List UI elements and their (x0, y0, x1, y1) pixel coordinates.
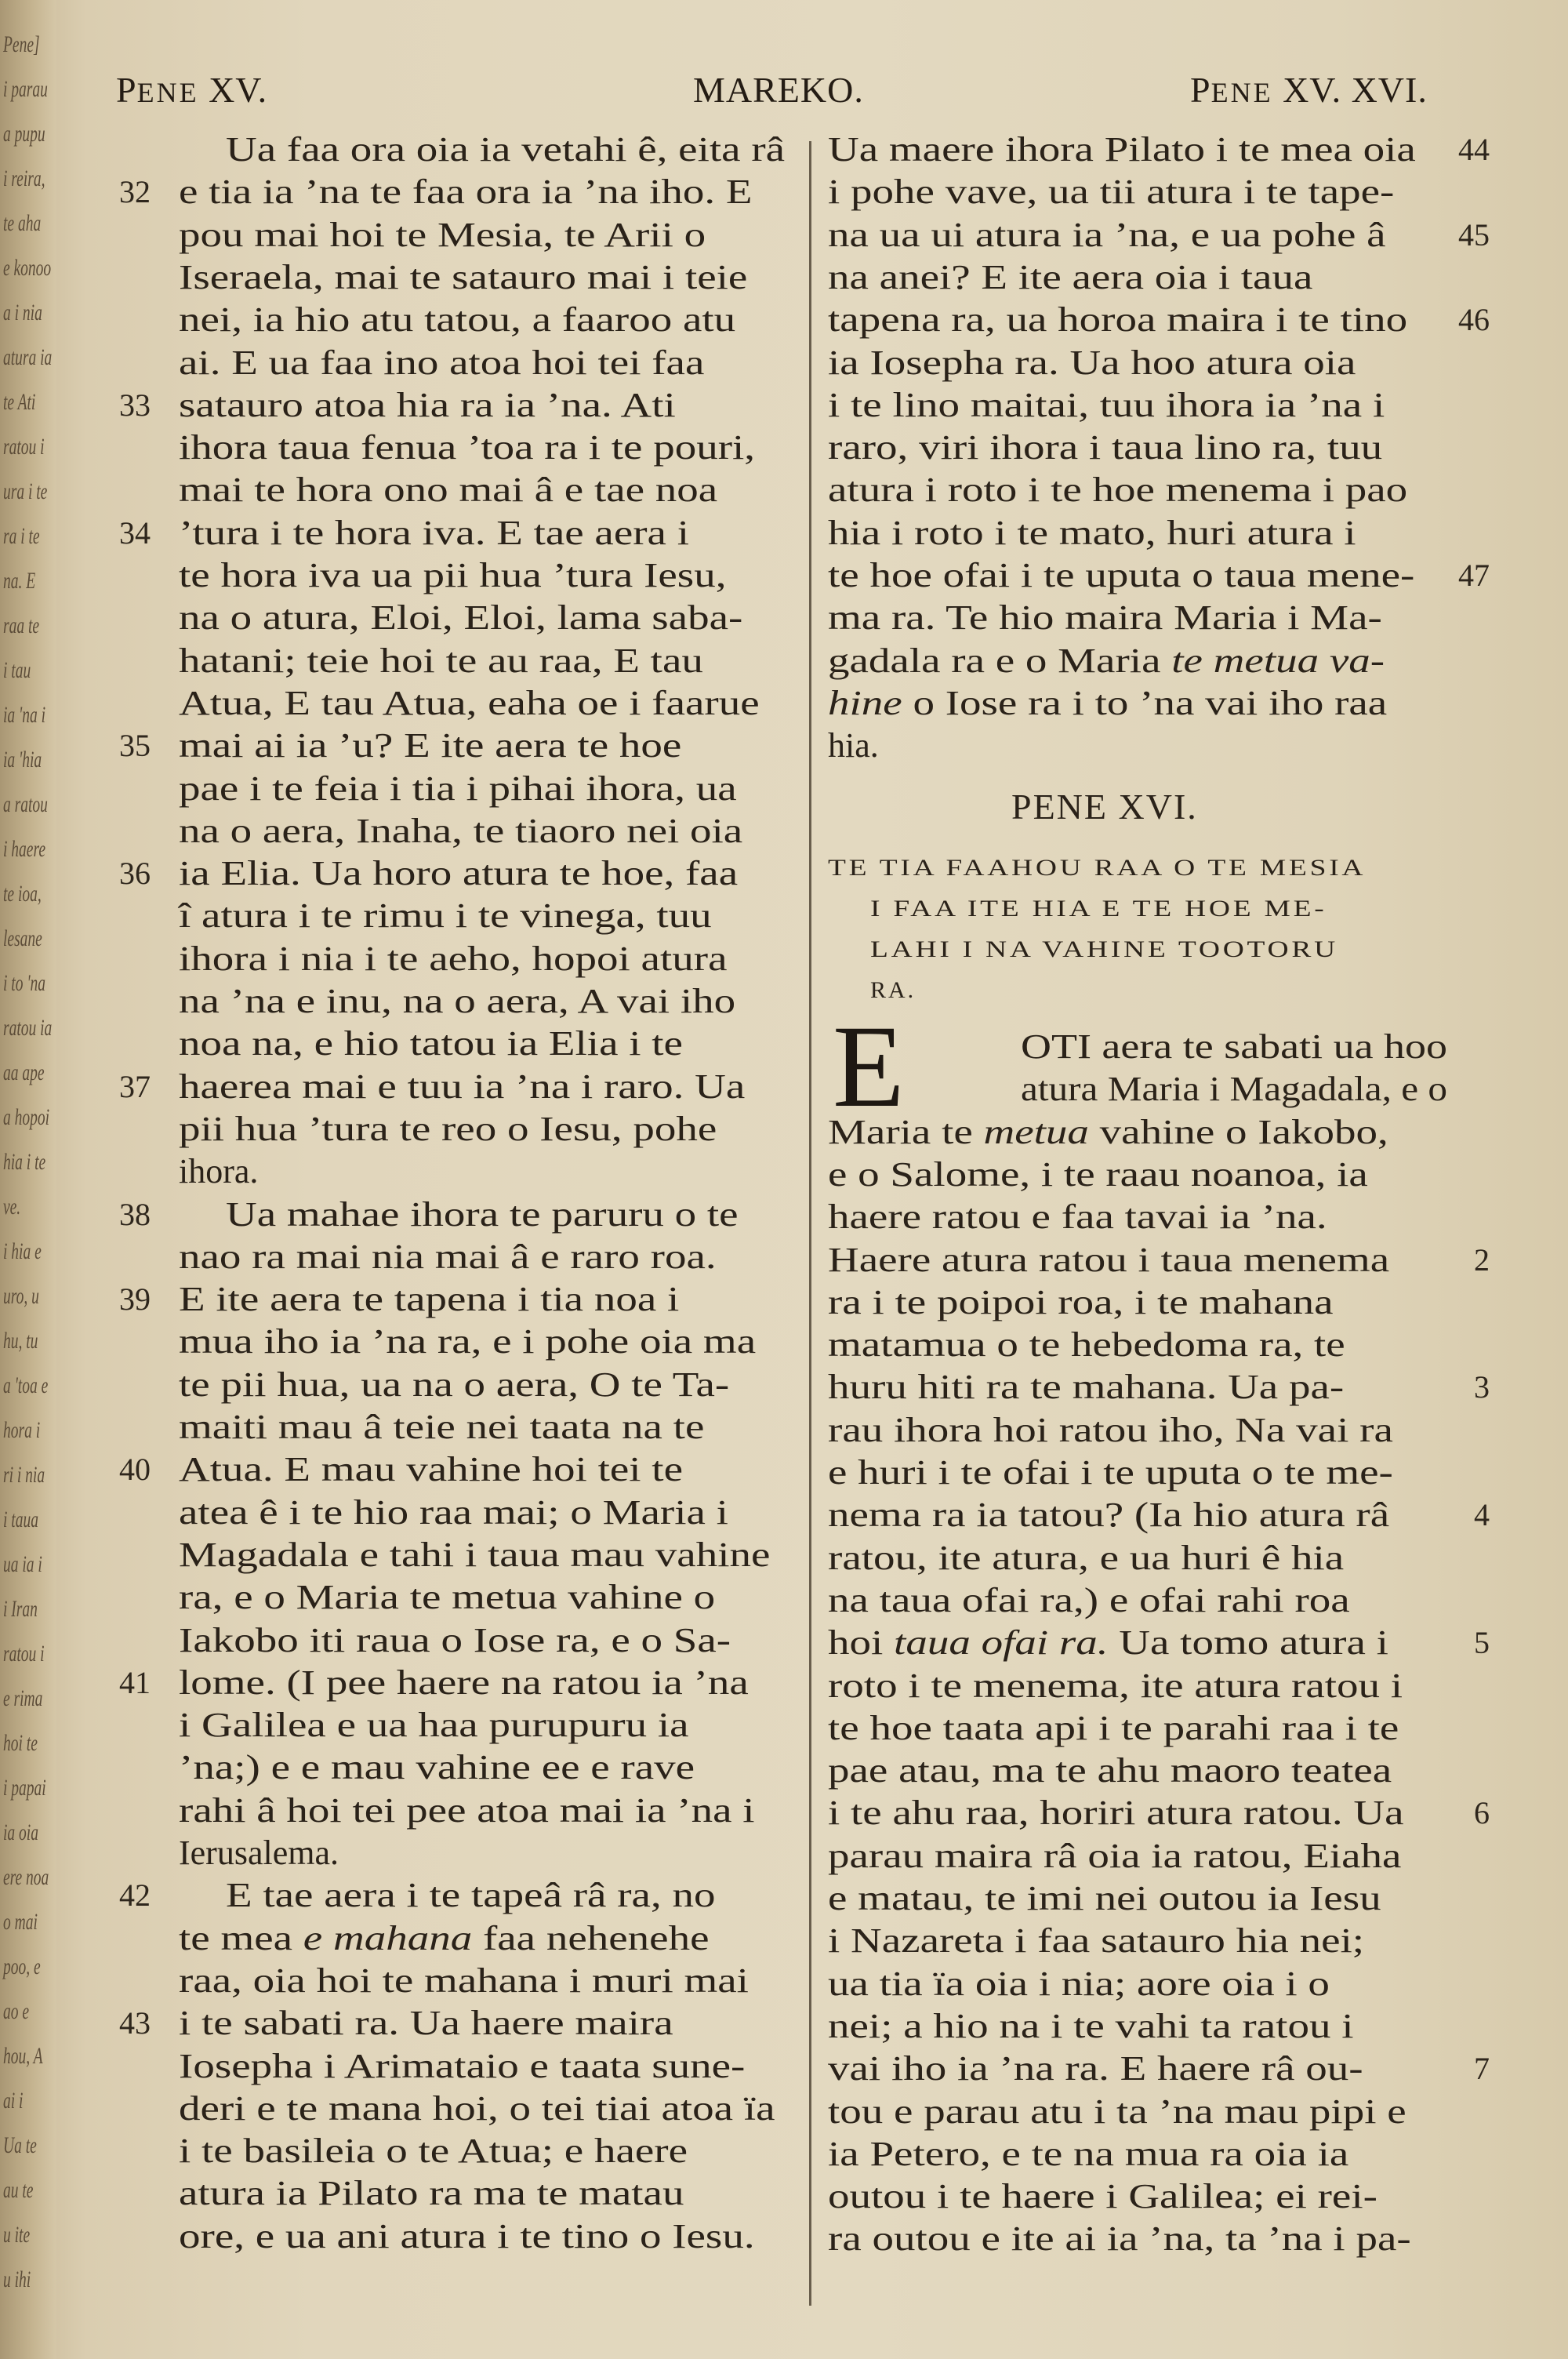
text-line: e matau, te imi nei outou ia Iesu (828, 1879, 1381, 1917)
italic-run: hine (828, 683, 902, 722)
text-line: Atua. E mau vahine hoi tei te (179, 1450, 684, 1489)
verse-number: 41 (119, 1664, 151, 1700)
text-line: i Galilea e ua haa purupuru ia (179, 1706, 689, 1745)
text-line: atea ê i te hio raa mai; o Maria i (179, 1492, 728, 1532)
text-line: te hora iva ua pii hua ’tura Iesu, (179, 556, 727, 594)
text-line: ihora. (179, 1152, 259, 1191)
text-line: e huri i te ofai i te uputa o te me- (828, 1453, 1393, 1492)
text-line: ma ra. Te hio maira Maria i Ma- (828, 598, 1382, 638)
text-line: ra i te poipoi roa, i te mahana (828, 1282, 1334, 1321)
bleed-text: Ua te (3, 2132, 37, 2158)
bleed-text: hoi te (3, 1730, 38, 1756)
text-run: te mea (179, 1918, 303, 1957)
text-run: o Iose ra i to ’na vai iho raa (902, 683, 1388, 722)
facing-page-bleed (0, 0, 56, 2359)
text-line (828, 1622, 1388, 1664)
text-line: raro, viri ihora i taua lino ra, tuu (828, 428, 1383, 467)
bleed-text: ao e (3, 1998, 30, 2024)
text-line (179, 1917, 709, 1960)
text-line: maiti mau â teie nei taata na te (179, 1408, 705, 1446)
text-line: i te ahu raa, horiri atura ratou. Ua (828, 1794, 1404, 1833)
text-line: ai. E ua faa ino atoa hoi tei faa (179, 343, 705, 382)
text-run: gadala ra e o Maria (828, 641, 1172, 680)
bleed-text: ere noa (3, 1864, 49, 1890)
bleed-text: ratou i (3, 1641, 45, 1667)
text-line: na ua ui atura ia ’na, e ua pohe â (828, 215, 1386, 254)
bleed-text: a hopoi (3, 1104, 50, 1130)
verse-number: 37 (119, 1068, 151, 1104)
verse-number: 43 (119, 2005, 151, 2041)
text-line: ihora taua fenua ’toa ra i te pouri, (179, 428, 756, 467)
text-line: Iakobo iti raua o Iose ra, e o Sa- (179, 1620, 731, 1659)
verse-number: 47 (1458, 558, 1490, 593)
bleed-text: u ihi (3, 2266, 31, 2292)
italic-run: metua (983, 1112, 1089, 1151)
text-line: ihora i nia i te aeho, hopoi atura (179, 939, 728, 978)
text-line: atura i roto i te hoe menema i pao (828, 471, 1408, 510)
text-line: rau ihora hoi ratou iho, Na vai ra (828, 1410, 1393, 1449)
bleed-text: e rima (3, 1685, 43, 1711)
text-line: atura Maria i Magadala, e o (1021, 1070, 1447, 1109)
verse-number: 39 (119, 1281, 151, 1318)
bleed-text: u ite (3, 2222, 31, 2248)
text-line: satauro atoa hia ra ia ’na. Ati (179, 385, 676, 424)
text-line (828, 640, 1385, 682)
text-line: deri e te mana hoi, o tei tiai atoa ïa (179, 2088, 775, 2128)
text-line: i pohe vave, ua tii atura i te tape- (828, 173, 1395, 212)
bleed-text: i papai (3, 1775, 46, 1801)
text-run: hoi (828, 1623, 895, 1663)
bleed-text: lesane (3, 925, 42, 951)
text-line: pae i te feia i tia i pihai ihora, ua (179, 769, 737, 808)
text-run: Maria te (828, 1112, 984, 1151)
bleed-text: ratou ia (3, 1015, 53, 1041)
text-line: vai iho ia ’na ra. E haere râ ou- (828, 2049, 1363, 2088)
text-line: e tia ia ’na te faa ora ia ’na iho. E (179, 173, 753, 212)
bleed-text: ratou i (3, 434, 45, 460)
bleed-text: aa ape (3, 1060, 45, 1085)
text-line: na o atura, Eloi, Eloi, lama saba- (179, 598, 743, 638)
text-run: vahine o Iakobo, (1088, 1112, 1388, 1151)
running-head-left: PENE XV. (116, 70, 268, 110)
text-line (828, 682, 1387, 725)
text-line: Iosepha i Arimataio e taata sune- (179, 2046, 746, 2085)
verse-number: 38 (119, 1196, 151, 1232)
text-line: nao ra mai nia mai â e raro roa. (179, 1237, 717, 1276)
text-line: Ua mahae ihora te paruru o te (226, 1194, 739, 1234)
text-line: pou mai hoi te Mesia, te Arii o (179, 215, 706, 254)
text-line: OTI aera te sabati ua hoo (1021, 1027, 1448, 1066)
text-line: e o Salome, i te raau noanoa, ia (828, 1154, 1368, 1194)
text-line: parau maira râ oia ia ratou, Eiaha (828, 1836, 1402, 1875)
drop-cap: E (833, 1001, 905, 1132)
verse-number: 2 (1474, 1241, 1490, 1278)
text-line: hia. (828, 726, 879, 765)
running-head-right: PENE XV. XVI. (1190, 70, 1428, 110)
text-line: i te basileia o te Atua; e haere (179, 2132, 688, 2171)
bleed-text: a pupu (3, 121, 45, 147)
text-line: noa na, e hio tatou ia Elia i te (179, 1024, 683, 1063)
text-line: ua tia ïa oia i nia; aore oia i o (828, 1964, 1330, 2003)
text-line: rahi â hoi tei pee atoa mai ia ’na i (179, 1790, 755, 1830)
text-line: na anei? E ite aera oia i taua (828, 257, 1313, 296)
verse-number: 5 (1474, 1625, 1490, 1661)
text-line: î atura i te rimu i te vinega, tuu (179, 896, 712, 936)
text-line: E ite aera te tapena i tia noa i (179, 1280, 680, 1319)
text-line (828, 1111, 1388, 1154)
text-line: tapena ra, ua horoa maira i te tino (828, 300, 1408, 340)
verse-number: 36 (119, 856, 151, 892)
text-line: huru hiti ra te mahana. Ua pa- (828, 1368, 1345, 1407)
bleed-text: hu, tu (3, 1328, 38, 1354)
bleed-text: i to 'na (3, 970, 46, 996)
text-line: pae atau, ma te ahu maoro teatea (828, 1751, 1392, 1790)
bleed-text: uro, u (3, 1283, 39, 1309)
text-line: outou i te haere i Galilea; ei rei- (828, 2177, 1377, 2216)
bleed-text: hia i te (3, 1149, 46, 1175)
text-line: i te sabati ra. Ua haere maira (179, 2004, 673, 2043)
bleed-text: hou, A (3, 2043, 43, 2069)
verse-number: 33 (119, 387, 151, 423)
bleed-text: a i nia (3, 300, 42, 325)
verse-number: 35 (119, 728, 151, 764)
bleed-text: i taua (3, 1507, 38, 1532)
bleed-text: ra i te (3, 523, 40, 549)
verse-number: 40 (119, 1452, 151, 1488)
text-line: mai ai ia ’u? E ite aera te hoe (179, 726, 682, 765)
text-line: ’na;) e e mau vahine ee e rave (179, 1748, 695, 1787)
bleed-text: ia oia (3, 1819, 38, 1845)
verse-number: 3 (1474, 1369, 1490, 1405)
text-line: roto i te menema, ite atura ratou i (828, 1666, 1403, 1705)
verse-number: 44 (1458, 132, 1490, 167)
text-line: te hoe ofai i te uputa o taua mene- (828, 556, 1415, 594)
text-line: ra outou e ite ai ia ’na, ta ’na i pa- (828, 2219, 1411, 2259)
text-line: mai te hora ono mai â e tae noa (179, 471, 718, 510)
text-line: Haere atura ratou i taua menema (828, 1240, 1390, 1279)
bleed-text: i hia e (3, 1238, 42, 1264)
text-line: mua iho ia ’na ra, e i pohe oia ma (179, 1322, 757, 1361)
text-line: matamua o te hebedoma ra, te (828, 1325, 1345, 1365)
text-line: E tae aera i te tapeâ râ ra, no (226, 1876, 716, 1915)
text-line: te pii hua, ua na o aera, O te Ta- (179, 1365, 730, 1404)
text-line: Ierusalema. (179, 1834, 339, 1872)
bleed-text: a ratou (3, 791, 48, 817)
bleed-text: te ioa, (3, 881, 42, 907)
bleed-text: poo, e (3, 1954, 41, 1979)
bleed-text: i reira, (3, 165, 45, 191)
verse-number: 42 (119, 1877, 151, 1914)
bleed-text: Pene] (3, 31, 40, 57)
bleed-text: ai i (3, 2088, 24, 2114)
text-line: na ’na e inu, na o aera, A vai iho (179, 982, 736, 1020)
text-line: nema ra ia tatou? (Ia hio atura râ (828, 1496, 1390, 1535)
bleed-text: i Iran (3, 1596, 38, 1622)
text-line: tou e parau atu i ta ’na mau pipi e (828, 2092, 1406, 2131)
bleed-text: e konoo (3, 255, 52, 281)
verse-number: 34 (119, 514, 151, 551)
bleed-text: raa te (3, 612, 40, 638)
bleed-text: ve. (3, 1194, 21, 1219)
bleed-text: i tau (3, 657, 31, 683)
bleed-text: te aha (3, 210, 42, 236)
bleed-text: au te (3, 2177, 34, 2203)
bleed-text: i haere (3, 836, 45, 862)
bleed-text: o mai (3, 1909, 38, 1935)
bleed-text: hora i (3, 1417, 41, 1443)
text-line: ia Iosepha ra. Ua hoo atura oia (828, 343, 1356, 382)
text-line: Ua maere ihora Pilato i te mea oia (828, 130, 1416, 169)
text-line: haerea mai e tuu ia ’na i raro. Ua (179, 1067, 746, 1106)
italic-run: te metua va- (1171, 641, 1385, 680)
text-line: lome. (I pee haere na ratou ia ’na (179, 1663, 749, 1702)
text-line: Magadala e tahi i taua mau vahine (179, 1535, 771, 1574)
verse-number: 32 (119, 174, 151, 210)
text-line: na o aera, Inaha, te tiaoro nei oia (179, 811, 743, 850)
summary-line: LAHI I NA VAHINE TOOTORU (870, 936, 1338, 962)
text-line: ’tura i te hora iva. E tae aera i (179, 513, 690, 552)
verse-number: 46 (1458, 302, 1490, 338)
text-line: hatani; teie hoi te au raa, E tau (179, 641, 703, 680)
bleed-text: ia 'hia (3, 747, 42, 772)
text-line: ore, e ua ani atura i te tino o Iesu. (179, 2216, 755, 2255)
text-line: Iseraela, mai te satauro mai i teie (179, 257, 748, 296)
text-run: faa nehenehe (472, 1918, 710, 1957)
text-line: haere ratou e faa tavai ia ’na. (828, 1198, 1327, 1237)
bleed-text: na. E (3, 568, 36, 594)
text-line: Ua faa ora oia ia vetahi ê, eita râ (226, 130, 786, 169)
text-line: ia Petero, e te na mua ra oia ia (828, 2134, 1349, 2173)
bleed-text: i parau (3, 76, 48, 102)
text-line: ra, e o Maria te metua vahine o (179, 1578, 716, 1617)
text-line: hia i roto i te mato, huri atura i (828, 513, 1356, 552)
text-line: nei; a hio na i te vahi ta ratou i (828, 2006, 1354, 2045)
text-line: Atua, E tau Atua, eaha oe i faarue (179, 683, 760, 722)
text-line: te hoe taata api i te parahi raa i te (828, 1708, 1399, 1747)
column-divider (809, 141, 811, 2306)
bleed-text: ua ia i (3, 1551, 42, 1577)
running-head-center: MAREKO. (693, 70, 864, 110)
text-line: atura ia Pilato ra ma te matau (179, 2174, 684, 2213)
bleed-text: ri i nia (3, 1462, 45, 1488)
verse-number: 45 (1458, 216, 1490, 253)
verse-number: 7 (1474, 2051, 1490, 2087)
bleed-text: ura i te (3, 478, 48, 504)
text-line: raa, oia hoi te mahana i muri mai (179, 1961, 749, 2000)
bleed-text: te Ati (3, 389, 36, 415)
text-line: ratou, ite atura, e ua huri ê hia (828, 1538, 1345, 1577)
verse-number: 6 (1474, 1795, 1490, 1831)
summary-line: I FAA ITE HIA E TE HOE ME- (870, 896, 1327, 921)
italic-run: e mahana (303, 1918, 473, 1957)
text-line: pii hua ’tura te reo o Iesu, pohe (179, 1109, 717, 1148)
text-run: Ua tomo atura i (1108, 1623, 1388, 1663)
verse-number: 4 (1474, 1497, 1490, 1533)
text-line: na taua ofai ra,) e ofai rahi roa (828, 1580, 1350, 1619)
bleed-text: a 'toa e (3, 1372, 49, 1398)
italic-run: taua ofai ra. (894, 1623, 1109, 1663)
text-line: ia Elia. Ua horo atura te hoe, faa (179, 854, 739, 893)
text-line: i Nazareta i faa satauro hia nei; (828, 1921, 1365, 1961)
bleed-text: atura ia (3, 344, 53, 370)
text-line: nei, ia hio atu tatou, a faaroo atu (179, 300, 736, 340)
chapter-heading: PENE XVI. (1011, 787, 1198, 827)
summary-line: RA. (870, 977, 916, 1003)
bleed-text: ia 'na i (3, 702, 46, 728)
text-line: i te lino maitai, tuu ihora ia ’na i (828, 385, 1385, 424)
summary-line: TE TIA FAAHOU RAA O TE MESIA (828, 855, 1367, 881)
